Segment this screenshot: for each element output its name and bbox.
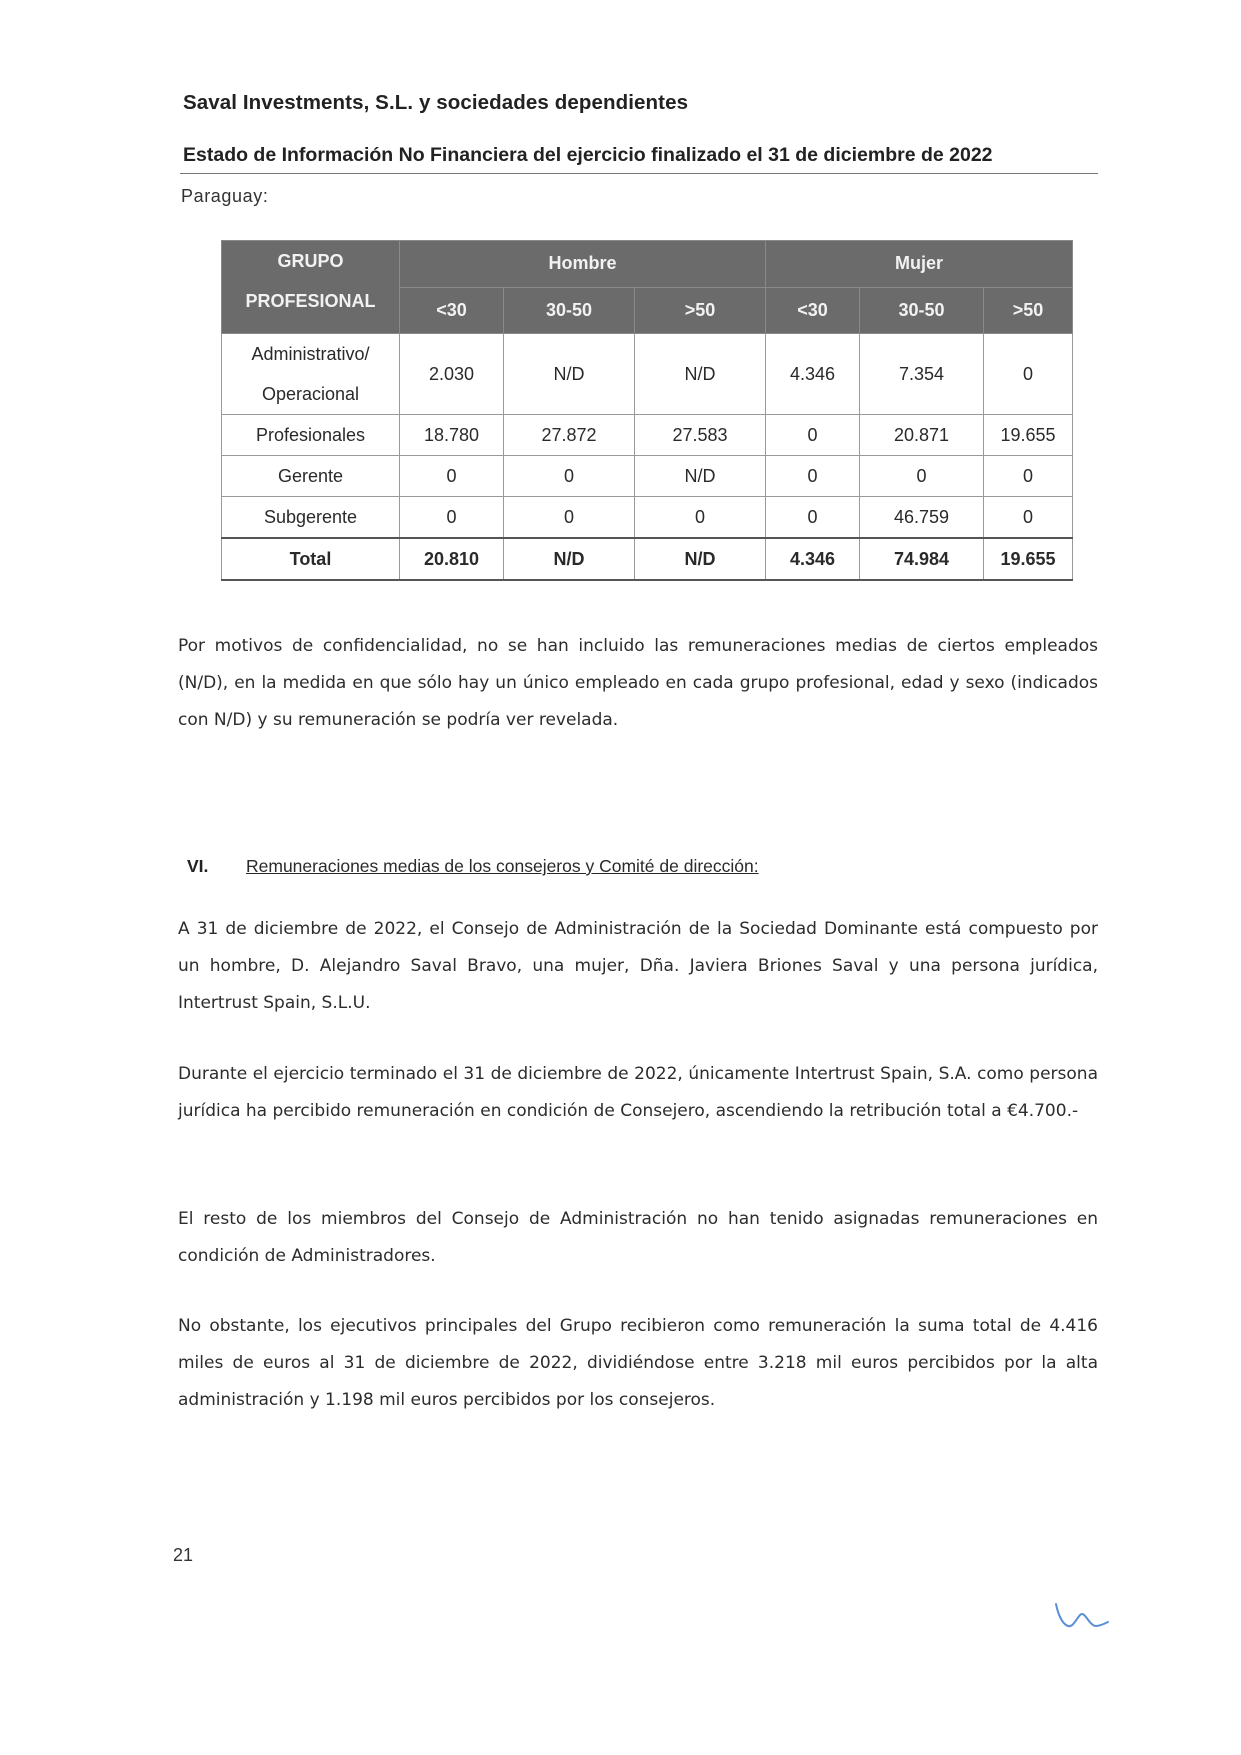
table-cell: 0	[766, 456, 860, 497]
total-cell: 4.346	[766, 538, 860, 580]
table-cell: 18.780	[400, 415, 504, 456]
table-cell: N/D	[635, 334, 766, 415]
grupo-profesional-header	[222, 241, 400, 334]
age-band-header: >50	[635, 287, 766, 334]
row-label-line1: Administrativo/	[251, 344, 370, 364]
table-cell: 2.030	[400, 334, 504, 415]
table-row	[222, 497, 1073, 539]
header-divider	[180, 173, 1098, 174]
paragraph-other-members: El resto de los miembros del Consejo de Administración no han tenido asignadas remuneraciones en condición de Administradores.	[178, 1209, 1098, 1266]
table-cell: 27.872	[504, 415, 635, 456]
table-cell: 20.871	[860, 415, 984, 456]
row-label: Subgerente	[222, 497, 400, 539]
total-cell: 20.810	[400, 538, 504, 580]
table-cell: 0	[400, 497, 504, 539]
table-cell: 0	[766, 415, 860, 456]
table-total-row	[222, 538, 1073, 580]
paragraph-executives: No obstante, los ejecutivos principales del Grupo recibieron como remuneración la suma total de 4.416 miles de euros al 31 de diciembre de 2022, dividiéndose entre 3.218 mil euros percibidos por la alta administración y 1.198 mil euros percibidos por los consejeros.	[178, 1316, 1098, 1410]
table-cell: 0	[504, 497, 635, 539]
total-cell: 74.984	[860, 538, 984, 580]
report-title: Estado de Información No Financiera del ejercicio finalizado el 31 de diciembre de 2022	[183, 144, 993, 166]
table-cell: N/D	[504, 334, 635, 415]
row-label: Profesionales	[222, 415, 400, 456]
table-cell: 0	[860, 456, 984, 497]
table-row	[222, 415, 1073, 456]
age-band-header: 30-50	[860, 287, 984, 334]
total-cell: N/D	[635, 538, 766, 580]
total-cell: 19.655	[984, 538, 1073, 580]
handwritten-initial-signature	[1052, 1600, 1112, 1640]
table-cell: 0	[635, 497, 766, 539]
grupo-header-line1: GRUPO	[277, 251, 344, 271]
grupo-header-line2: PROFESIONAL	[245, 291, 376, 311]
table-cell: 27.583	[635, 415, 766, 456]
age-band-header: <30	[766, 287, 860, 334]
table-cell: 0	[766, 497, 860, 539]
company-header: Saval Investments, S.L. y sociedades dependientes	[183, 91, 689, 114]
table-cell: 7.354	[860, 334, 984, 415]
row-label-line2: Operacional	[261, 384, 360, 404]
table-row	[222, 334, 1073, 415]
confidentiality-note: Por motivos de confidencialidad, no se han incluido las remuneraciones medias de ciertos empleados (N/D), en la medida en que sólo hay un único empleado en cada grupo profesional, edad y sexo (indicados con N/D) y su remuneración se podría ver revelada.	[178, 636, 1098, 730]
table-cell: 19.655	[984, 415, 1073, 456]
country-label: Paraguay:	[181, 186, 269, 206]
table-cell: 0	[400, 456, 504, 497]
row-label: Gerente	[222, 456, 400, 497]
age-band-header: 30-50	[504, 287, 635, 334]
table-cell: 4.346	[766, 334, 860, 415]
table-cell: N/D	[635, 456, 766, 497]
paragraph-board-composition: A 31 de diciembre de 2022, el Consejo de Administración de la Sociedad Dominante está compuesto por un hombre, D. Alejandro Saval Bravo, una mujer, Dña. Javiera Briones Saval y una persona jurídica, Intertrust Spain, S.L.U.	[178, 919, 1098, 1013]
table-cell: 0	[984, 456, 1073, 497]
row-label	[222, 334, 400, 415]
age-band-header: <30	[400, 287, 504, 334]
table-cell: 46.759	[860, 497, 984, 539]
paragraph-board-remuneration: Durante el ejercicio terminado el 31 de diciembre de 2022, únicamente Intertrust Spain, S.A. como persona jurídica ha percibido remuneración en condición de Consejero, ascendiendo la retribución total a €4.700.-	[178, 1064, 1098, 1121]
age-band-header: >50	[984, 287, 1073, 334]
table-cell: 0	[984, 334, 1073, 415]
section-title: Remuneraciones medias de los consejeros y Comité de dirección:	[246, 856, 759, 876]
page-number: 21	[173, 1545, 194, 1565]
hombre-header: Hombre	[400, 241, 766, 288]
mujer-header: Mujer	[766, 241, 1073, 288]
total-cell: N/D	[504, 538, 635, 580]
total-label: Total	[222, 538, 400, 580]
section-number: VI.	[187, 856, 209, 876]
table-row	[222, 456, 1073, 497]
remuneration-table	[221, 240, 1073, 581]
table-cell: 0	[504, 456, 635, 497]
table-cell: 0	[984, 497, 1073, 539]
